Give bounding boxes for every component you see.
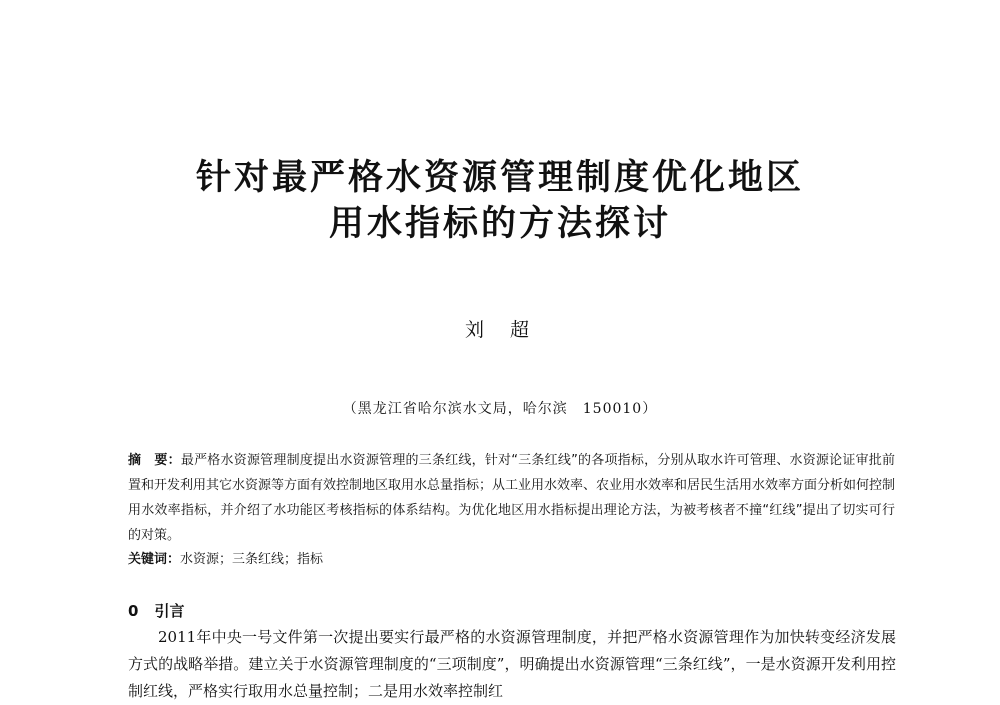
author-affiliation: （黑龙江省哈尔滨水文局，哈尔滨 150010）: [342, 401, 658, 417]
section-title: 引言: [154, 602, 185, 620]
author-name: 刘超: [464, 319, 555, 341]
abstract: [128, 448, 895, 548]
keywords-label: 关键词：: [128, 552, 181, 567]
abstract-label: 摘 要：: [128, 453, 181, 468]
abstract-text: 最严格水资源管理制度提出水资源管理的三条红线，针对“三条红线”的各项指标，分别从取水许可管理、水资源论证审批前置和开发利用其它水资源等方面有效控制地区取用水总量指标；从工业用水效率、农业用水效率和居民生活用水效率方面分析如何控制用水效率指标，并介绍了水功能区考核指标的体系结构。为优化地区用水指标提出理论方法，为被考核者不撞“红线”提出了切实可行的对策。: [128, 453, 896, 543]
section-number: 0: [128, 602, 139, 620]
keywords: [128, 547, 895, 572]
paper-title-line-2: 用水指标的方法探讨: [328, 204, 671, 244]
keywords-text: 水资源；三条红线；指标: [180, 552, 324, 567]
body-paragraph: 2011年中央一号文件第一次提出要实行最严格的水资源管理制度，并把严格水资源管理作为加快转变经济发展方式的战略举措。建立关于水资源管理制度的“三项制度”，明确提出水资源管理“三条红线”，一是水资源开发利用控制红线，严格实行取用水总量控制；二是用水效率控制红: [128, 628, 896, 700]
paper-title-line-1: 针对最严格水资源管理制度优化地区: [195, 158, 804, 198]
section-heading-introduction: [128, 600, 184, 622]
